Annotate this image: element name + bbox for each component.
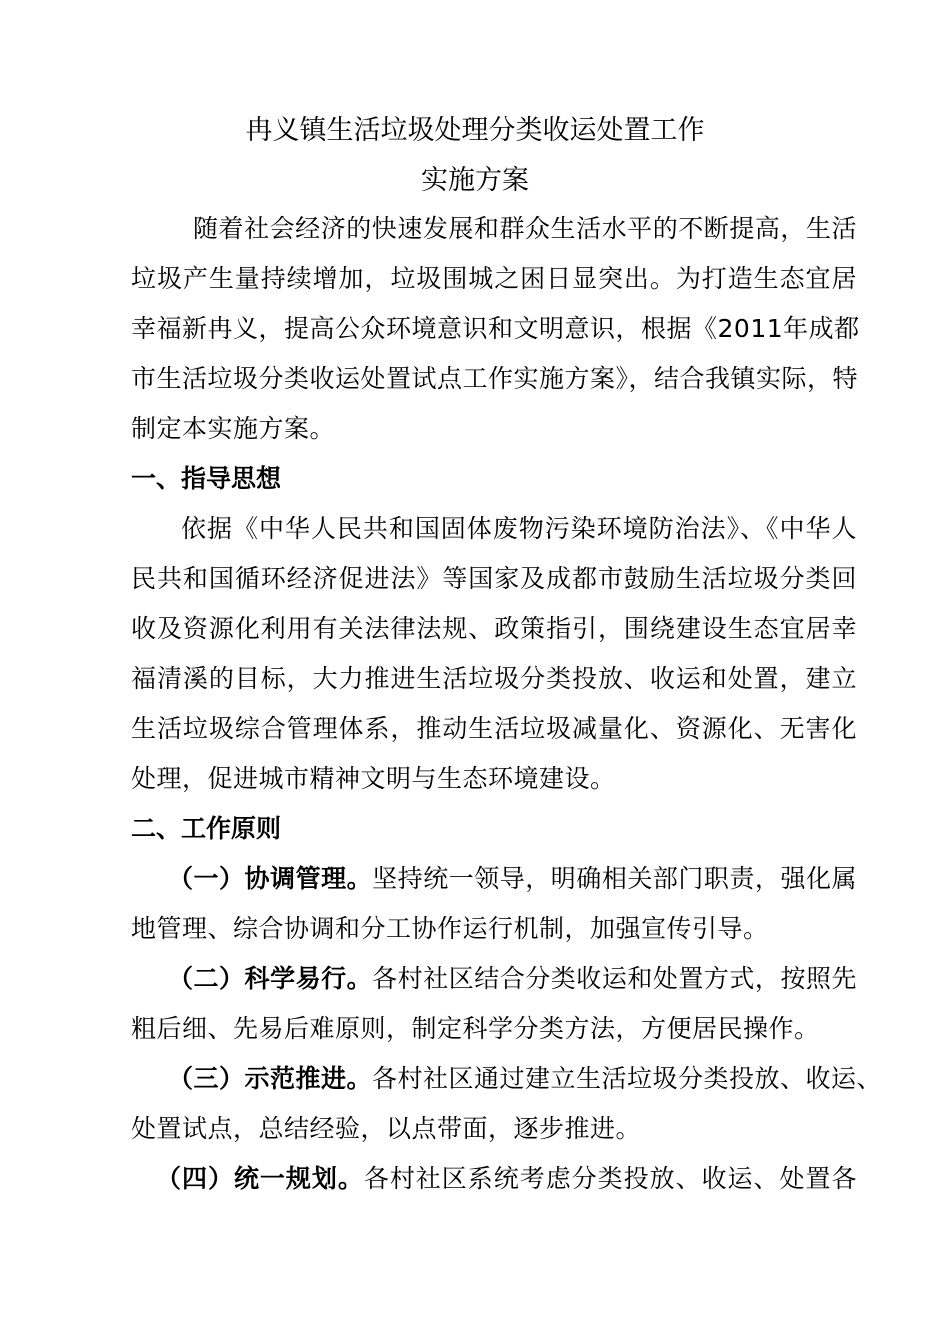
principle-item bbox=[168, 861, 857, 897]
principle-lead: （三）示范推进。 bbox=[168, 1064, 373, 1093]
document-title: 冉义镇生活垃圾处理分类收运处置工作 bbox=[245, 115, 705, 146]
section1-line: 收及资源化利用有关法律法规、政策指引，围绕建设生态宜居幸 bbox=[131, 614, 857, 643]
section1-line: 依据《中华人民共和国固体废物污染环境防治法》、《中华人 bbox=[181, 514, 857, 543]
intro-line: 垃圾产生量持续增加，垃圾围城之困日显突出。为打造生态宜居 bbox=[131, 264, 857, 293]
principle-text: 各村社区通过建立生活垃圾分类投放、收运、 bbox=[372, 1064, 883, 1093]
section1-line: 处理，促进城市精神文明与生态环境建设。 bbox=[131, 764, 616, 793]
intro-line: 幸福新冉义，提高公众环境意识和文明意识，根据《2011年成都 bbox=[131, 314, 860, 343]
intro-line: 市生活垃圾分类收运处置试点工作实施方案》，结合我镇实际，特 bbox=[131, 364, 859, 393]
principle-text: 坚持统一领导，明确相关部门职责，强化属 bbox=[372, 864, 857, 893]
principle-item bbox=[168, 961, 857, 997]
section-heading: 一、指导思想 bbox=[131, 464, 282, 493]
principle-line: 处置试点，总结经验，以点带面，逐步推进。 bbox=[131, 1114, 642, 1143]
intro-line: 制定本实施方案。 bbox=[131, 414, 336, 443]
intro-line: 随着社会经济的快速发展和群众生活水平的不断提高，生活 bbox=[193, 214, 857, 243]
principle-lead: （四）统一规划。 bbox=[156, 1164, 364, 1193]
section1-line: 民共和国循环经济促进法》等国家及成都市鼓励生活垃圾分类回 bbox=[131, 564, 857, 593]
principle-line: 地管理、综合协调和分工协作运行机制，加强宣传引导。 bbox=[131, 914, 769, 943]
principle-line: 粗后细、先易后难原则，制定科学分类方法，方便居民操作。 bbox=[131, 1014, 820, 1043]
section1-line: 福清溪的目标，大力推进生活垃圾分类投放、收运和处置，建立 bbox=[131, 664, 857, 693]
principle-lead: （二）科学易行。 bbox=[168, 964, 373, 993]
principle-item bbox=[156, 1161, 857, 1197]
principle-text: 各村社区结合分类收运和处置方式，按照先 bbox=[372, 964, 857, 993]
principle-item bbox=[168, 1061, 883, 1097]
section1-line: 生活垃圾综合管理体系，推动生活垃圾减量化、资源化、无害化 bbox=[131, 714, 857, 743]
principle-lead: （一）协调管理。 bbox=[168, 864, 373, 893]
document-subtitle: 实施方案 bbox=[421, 165, 529, 196]
section-heading: 二、工作原则 bbox=[131, 814, 282, 843]
principle-text: 各村社区系统考虑分类投放、收运、处置各 bbox=[363, 1164, 857, 1193]
